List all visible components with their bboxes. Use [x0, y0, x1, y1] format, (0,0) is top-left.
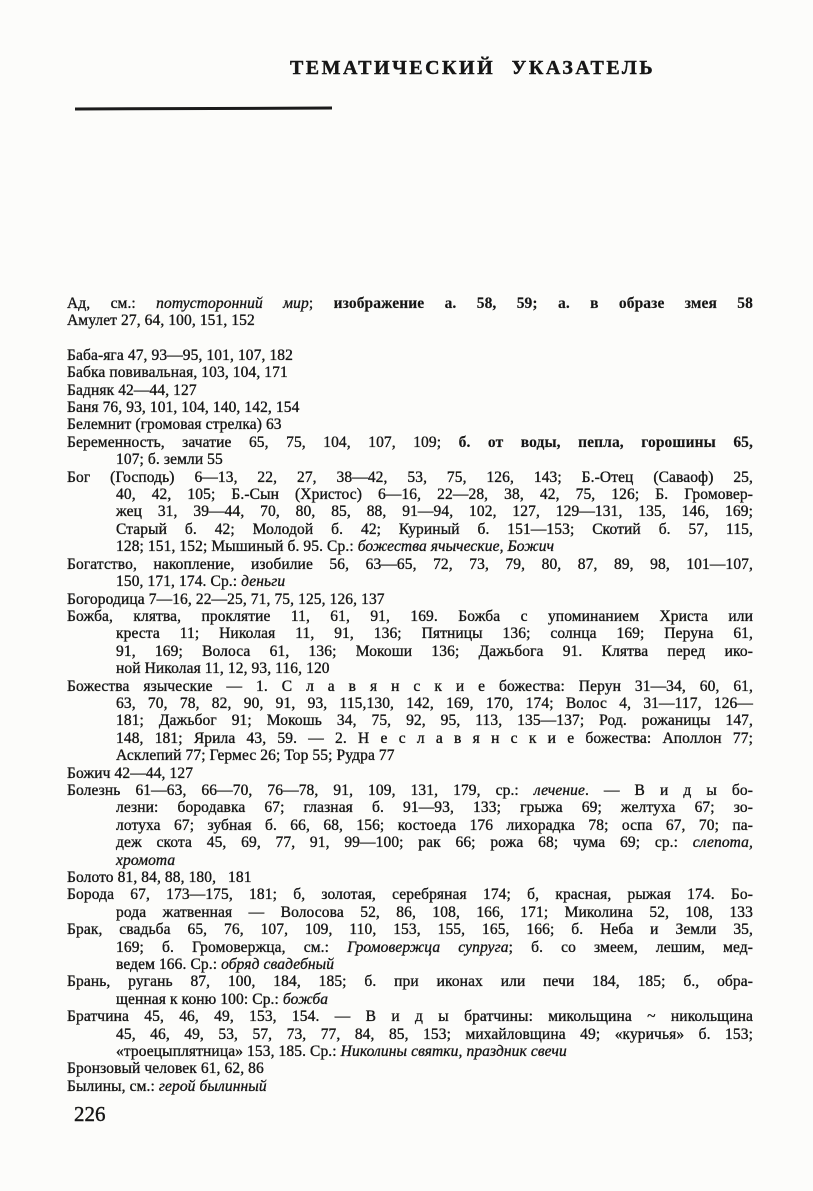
- index-text-run: деж скота 45, 69, 77, 91, 99—100; рак 66; рожа 68; чума 69; ср.:: [116, 834, 693, 852]
- index-line: [67, 416, 753, 433]
- index-line: [67, 1026, 753, 1043]
- index-text-run: Бронзовый человек 61, 62, 86: [67, 1060, 264, 1078]
- index-line: [67, 608, 753, 625]
- index-line: [67, 834, 753, 851]
- index-text-run: Старый б. 42; Молодой б. 42; Куриный б. 151—153; Скотий б. 57, 115,: [116, 520, 753, 538]
- index-line: [67, 451, 753, 468]
- index-line: [67, 991, 753, 1008]
- index-text-run: ; б. со змеем, лешим, мед-: [508, 938, 754, 956]
- index-line: [67, 1078, 753, 1095]
- index-text-run: «троецыплятница» 153, 185. Ср.:: [116, 1043, 341, 1061]
- index-line: [67, 1008, 753, 1025]
- cross-reference-text: слепота,: [692, 834, 753, 852]
- index-line: [67, 869, 753, 886]
- index-text-run: рода жатвенная — Волосова 52, 86, 108, 166, 171; Миколина 52, 108, 133: [116, 903, 753, 921]
- index-text-run: Богатство, накопление, изобилие 56, 63—65, 72, 73, 79, 80, 87, 89, 98, 101—107,: [67, 555, 753, 573]
- index-line: [67, 364, 753, 381]
- index-text-run: Беременность, зачатие 65, 75, 104, 107, 109;: [67, 433, 459, 451]
- index-text-run: Бабка повивальная, 103, 104, 171: [67, 364, 288, 382]
- cross-reference-text: обряд свадебный: [221, 956, 335, 974]
- index-line: [67, 730, 753, 747]
- cross-reference-text: деньги: [241, 573, 286, 591]
- index-text-run: 128; 151, 152; Мышиный б. 95. Ср.:: [116, 538, 358, 556]
- index-line: [67, 625, 753, 642]
- index-text-run: Божич 42—44, 127: [67, 764, 194, 782]
- index-line: [67, 678, 753, 695]
- index-text-run: Баня 76, 93, 101, 104, 140, 142, 154: [67, 399, 300, 417]
- index-line: [67, 973, 753, 990]
- index-text-run: 40, 42, 105; Б.-Сын (Христос) 6—16, 22—28, 38, 42, 75, 126; Б. Громовер-: [116, 486, 753, 504]
- index-text-run: . — В и д ы бо-: [584, 781, 753, 799]
- index-text-run: жец 31, 39—44, 70, 80, 85, 88, 91—94, 102, 127, 129—131, 135, 146, 169;: [116, 503, 753, 521]
- index-line: [67, 295, 753, 312]
- index-text-run: Баба-яга 47, 93—95, 101, 107, 182: [67, 346, 293, 364]
- index-text-run: 63, 70, 78, 82, 90, 91, 93, 115,130, 142, 169, 170, 174; Волос 4, 31—117, 126—: [116, 694, 753, 712]
- cross-reference-text: хромота: [116, 851, 176, 869]
- index-line: [67, 765, 753, 782]
- index-line: [67, 591, 753, 608]
- index-text-run: изображение а. 58, 59; а. в образе змея 58: [333, 295, 754, 312]
- index-line: [67, 921, 753, 938]
- page-number: 226: [74, 1102, 106, 1126]
- cross-reference-text: лечение: [533, 781, 585, 799]
- index-line: [67, 904, 753, 921]
- index-text-run: Брак, свадьба 65, 76, 107, 109, 110, 153, 155, 165, 166; б. Неба и Земли 35,: [67, 921, 753, 939]
- index-text-run: Белемнит (громовая стрелка) 63: [67, 416, 282, 434]
- index-line: [67, 817, 753, 834]
- index-text-run: щенная к коню 100: Ср.:: [116, 990, 283, 1008]
- index-text-run: 107; б. земли 55: [116, 451, 223, 469]
- cross-reference-text: божба: [282, 990, 329, 1008]
- index-line: [67, 399, 753, 416]
- index-line: [67, 347, 753, 364]
- index-text-run: ной Николая 11, 12, 93, 116, 120: [116, 660, 330, 678]
- index-line: [67, 886, 753, 903]
- index-line: [67, 643, 753, 660]
- index-text-run: Брань, ругань 87, 100, 184, 185; б. при иконах или печи 184, 185; б., обра-: [67, 973, 753, 991]
- index-text-run: лотуха 67; зубная б. 66, 68, 156; костоеда 176 лихорадка 78; оспа 67, 70; па-: [116, 816, 753, 834]
- index-text-run: Братчина 45, 46, 49, 153, 154. — В и д ы братчины: микольщина ~ никольщина: [67, 1008, 753, 1026]
- index-line: [67, 503, 753, 520]
- index-line: [67, 486, 753, 503]
- index-text-run: Божества языческие — 1. С л а в я н с к и е божества: Перун 31—34, 60, 61,: [67, 677, 753, 695]
- index-line: [67, 852, 753, 869]
- index-line: [67, 695, 753, 712]
- index-body: [67, 295, 753, 1095]
- index-text-run: Асклепий 77; Гермес 26; Тор 55; Рудра 77: [116, 747, 395, 765]
- cross-reference-text: Николины святки, праздник свечи: [340, 1043, 567, 1061]
- index-line: [67, 1060, 753, 1077]
- index-line: [67, 312, 753, 329]
- index-text-run: Амулет 27, 64, 100, 151, 152: [67, 312, 255, 330]
- index-text-run: б. от воды, пепла, горошины 65,: [458, 433, 753, 451]
- cross-reference-text: божества ячыческие, Божич: [357, 538, 555, 556]
- index-text-run: Бадняк 42—44, 127: [67, 381, 197, 399]
- index-text-run: креста 11; Николая 11, 91, 136; Пятницы 136; солнца 169; Перуна 61,: [116, 625, 753, 643]
- index-text-run: ведем 166. Ср.:: [116, 956, 222, 974]
- index-text-run: Болезнь 61—63, 66—70, 76—78, 91, 109, 131, 179, ср.:: [67, 781, 534, 799]
- index-line: [67, 782, 753, 799]
- index-text-run: Ад, см.:: [67, 295, 157, 312]
- index-line: [67, 712, 753, 729]
- index-line: [67, 573, 753, 590]
- index-line: [67, 521, 753, 538]
- index-text-run: Богородица 7—16, 22—25, 71, 75, 125, 126, 137: [67, 590, 385, 608]
- index-line: [67, 956, 753, 973]
- index-line: [67, 382, 753, 399]
- page-title: ТЕМАТИЧЕСКИЙ УКАЗАТЕЛЬ: [289, 57, 656, 79]
- index-line: [67, 469, 753, 486]
- cross-reference-text: потусторонний мир: [156, 295, 309, 312]
- index-text-run: Борода 67, 173—175, 181; б, золотая, серебряная 174; б, красная, рыжая 174. Бо-: [67, 886, 753, 904]
- index-line: [67, 747, 753, 764]
- index-line: [67, 434, 753, 451]
- index-line: [67, 538, 753, 555]
- index-text-run: 91, 169; Волоса 61, 136; Мокоши 136; Дажьбога 91. Клятва перед ико-: [116, 642, 753, 660]
- cross-reference-text: Громовержца супруга: [347, 938, 509, 956]
- divider-rule: [75, 107, 332, 111]
- index-text-run: ;: [308, 295, 334, 312]
- index-line: [67, 556, 753, 573]
- index-text-run: Болото 81, 84, 88, 180, 181: [67, 869, 252, 886]
- index-text-run: 148, 181; Ярила 43, 59. — 2. Н е с л а в я н с к и е божества: Аполлон 77;: [116, 729, 753, 747]
- index-line: [67, 799, 753, 816]
- index-text-run: 45, 46, 49, 53, 57, 73, 77, 84, 85, 153; михайловщина 49; «куричья» б. 153;: [116, 1025, 753, 1043]
- index-line: [67, 939, 753, 956]
- index-text-run: лезни: бородавка 67; глазная б. 91—93, 133; грыжа 69; желтуха 67; зо-: [116, 799, 753, 817]
- index-text-run: 181; Дажьбог 91; Мокошь 34, 75, 92, 95, 113, 135—137; Род. рожаницы 147,: [116, 712, 753, 730]
- index-text-run: Бог (Господь) 6—13, 22, 27, 38—42, 53, 75, 126, 143; Б.-Отец (Саваоф) 25,: [67, 468, 753, 486]
- index-text-run: 169; б. Громовержца, см.:: [116, 938, 348, 956]
- index-text-run: Божба, клятва, проклятие 11, 61, 91, 169. Божба с упоминанием Христа или: [67, 607, 753, 625]
- index-line: [67, 660, 753, 677]
- index-text-run: 150, 171, 174. Ср.:: [116, 573, 242, 591]
- index-text-run: Былины, см.:: [67, 1077, 159, 1095]
- index-line: [67, 1043, 753, 1060]
- cross-reference-text: герой былинный: [158, 1077, 267, 1095]
